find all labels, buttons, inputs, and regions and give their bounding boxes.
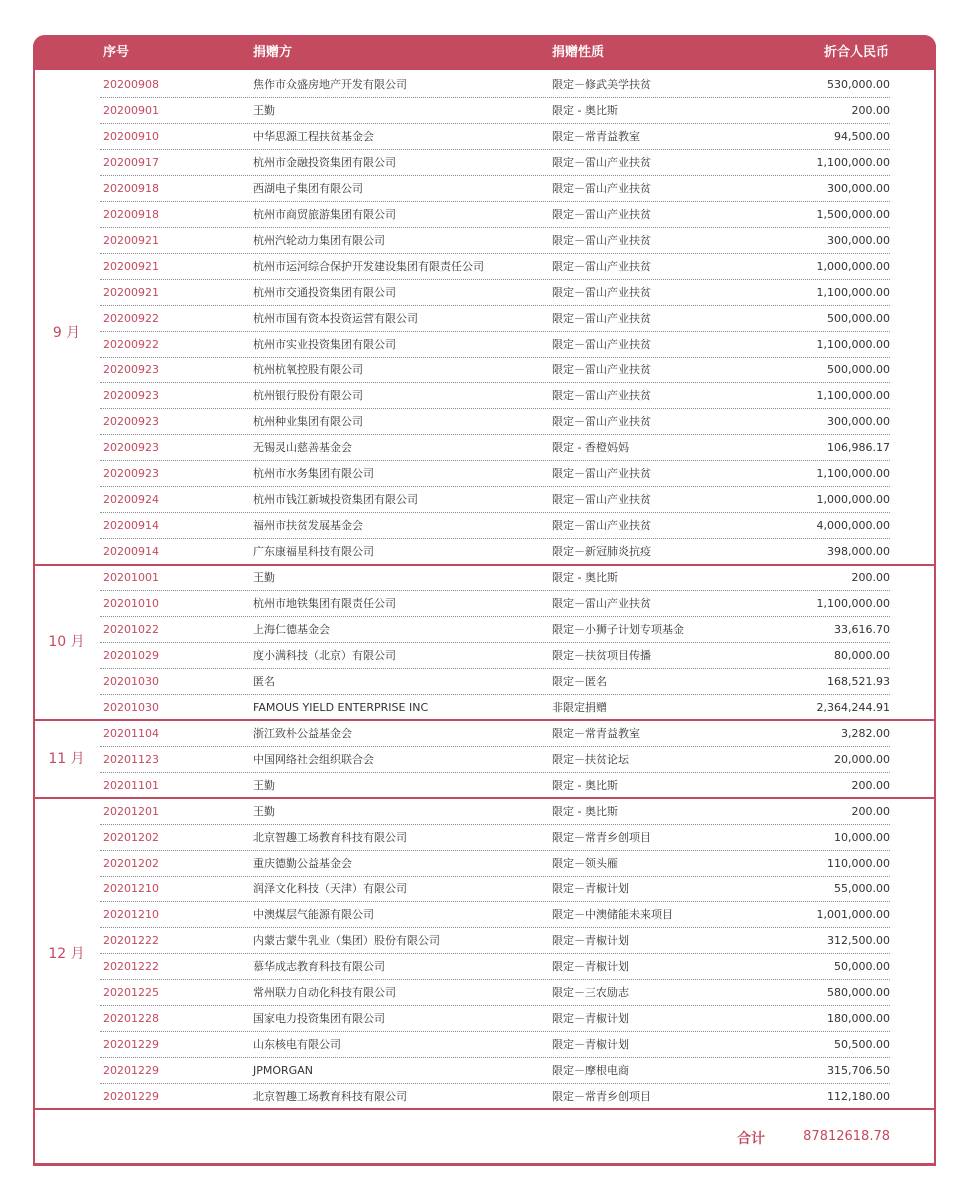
cell-seq: 20200922 bbox=[103, 337, 159, 351]
cell-seq: 20201022 bbox=[103, 622, 159, 636]
cell-seq: 20200923 bbox=[103, 467, 159, 481]
table-row bbox=[100, 669, 890, 695]
cell-seq: 20200921 bbox=[103, 285, 159, 299]
cell-seq: 20200922 bbox=[103, 311, 159, 325]
cell-seq: 20201225 bbox=[103, 986, 159, 1000]
cell-donor: 匿名 bbox=[253, 674, 275, 688]
cell-donor: 上海仁德基金会 bbox=[253, 622, 330, 636]
cell-donor: 浙江致朴公益基金会 bbox=[253, 726, 352, 740]
table-row bbox=[100, 695, 890, 721]
cell-amount: 530,000.00 bbox=[827, 78, 890, 91]
cell-type: 限定－雷山产业扶贫 bbox=[552, 597, 651, 610]
cell-amount: 200.00 bbox=[851, 571, 890, 585]
cell-donor: 王勤 bbox=[253, 778, 275, 792]
cell-type: 限定－雷山产业扶贫 bbox=[552, 207, 651, 221]
cell-amount: 94,500.00 bbox=[834, 129, 890, 143]
table-row bbox=[100, 825, 890, 851]
cell-seq: 20200914 bbox=[103, 545, 159, 559]
cell-type: 限定 - 奥比斯 bbox=[552, 103, 618, 117]
cell-amount: 110,000.00 bbox=[827, 856, 890, 870]
cell-seq: 20200914 bbox=[103, 519, 159, 533]
cell-seq: 20200921 bbox=[103, 259, 159, 273]
cell-type: 限定－常青益教室 bbox=[552, 726, 640, 740]
table-row bbox=[100, 150, 890, 176]
cell-type: 限定－雷山产业扶贫 bbox=[552, 493, 651, 507]
cell-seq: 20200923 bbox=[103, 389, 159, 403]
header-amount: 折合人民币 bbox=[823, 45, 889, 60]
cell-amount: 1,100,000.00 bbox=[816, 467, 890, 481]
cell-type: 限定－雷山产业扶贫 bbox=[552, 311, 651, 325]
table-row bbox=[100, 306, 890, 332]
cell-seq: 20201101 bbox=[103, 778, 159, 792]
cell-seq: 20201222 bbox=[103, 934, 159, 948]
cell-type: 非限定捐赠 bbox=[552, 700, 607, 714]
cell-donor: 内蒙古蒙牛乳业（集团）股份有限公司 bbox=[253, 934, 440, 948]
table-row bbox=[100, 799, 890, 825]
cell-seq: 20200918 bbox=[103, 207, 159, 221]
cell-amount: 200.00 bbox=[851, 804, 890, 818]
table-row bbox=[100, 876, 890, 902]
table-row bbox=[100, 1084, 890, 1110]
cell-seq: 20201202 bbox=[103, 856, 159, 870]
cell-amount: 2,364,244.91 bbox=[816, 700, 890, 714]
cell-seq: 20201229 bbox=[103, 1064, 159, 1078]
table-row bbox=[100, 435, 890, 461]
cell-donor: 杭州市钱江新城投资集团有限公司 bbox=[253, 493, 418, 507]
table-row bbox=[100, 72, 890, 98]
cell-seq: 20200923 bbox=[103, 363, 159, 377]
cell-seq: 20201222 bbox=[103, 960, 159, 974]
cell-type: 限定－常青乡创项目 bbox=[552, 830, 651, 844]
cell-amount: 500,000.00 bbox=[827, 311, 890, 325]
table-row bbox=[100, 980, 890, 1006]
table-row bbox=[100, 332, 890, 358]
cell-amount: 55,000.00 bbox=[834, 882, 890, 896]
cell-seq: 20201010 bbox=[103, 597, 159, 610]
cell-donor: 西湖电子集团有限公司 bbox=[253, 181, 363, 195]
header-type: 捐赠性质 bbox=[552, 45, 605, 60]
cell-seq: 20201030 bbox=[103, 674, 159, 688]
month-label-sep: 9 月 bbox=[52, 325, 81, 341]
cell-type: 限定－匿名 bbox=[552, 674, 607, 688]
table-row bbox=[100, 1006, 890, 1032]
cell-donor: FAMOUS YIELD ENTERPRISE INC bbox=[253, 700, 429, 714]
table-row bbox=[100, 98, 890, 124]
cell-amount: 300,000.00 bbox=[827, 415, 890, 429]
cell-seq: 20200923 bbox=[103, 415, 159, 429]
table-row bbox=[100, 747, 890, 773]
cell-donor: JPMORGAN bbox=[253, 1064, 313, 1078]
table-row bbox=[100, 202, 890, 228]
cell-donor: 杭州市地铁集团有限责任公司 bbox=[253, 597, 396, 610]
cell-donor: 杭州市交通投资集团有限公司 bbox=[253, 285, 396, 299]
cell-donor: 杭州杭氧控股有限公司 bbox=[253, 363, 363, 377]
cell-donor: 杭州市国有资本投资运营有限公司 bbox=[253, 311, 418, 325]
cell-seq: 20201029 bbox=[103, 648, 159, 662]
cell-type: 限定－新冠肺炎抗疫 bbox=[552, 545, 651, 559]
cell-amount: 4,000,000.00 bbox=[816, 519, 890, 533]
cell-amount: 106,986.17 bbox=[827, 441, 890, 455]
month-label-nov: 11 月 bbox=[48, 751, 85, 767]
cell-amount: 3,282.00 bbox=[841, 726, 890, 740]
cell-amount: 1,100,000.00 bbox=[816, 285, 890, 299]
cell-donor: 杭州银行股份有限公司 bbox=[253, 389, 363, 403]
cell-type: 限定－雷山产业扶贫 bbox=[552, 285, 651, 299]
cell-type: 限定－扶贫论坛 bbox=[552, 752, 629, 766]
cell-amount: 300,000.00 bbox=[827, 233, 890, 247]
cell-donor: 杭州市金融投资集团有限公司 bbox=[253, 155, 396, 169]
cell-type: 限定 - 香橙妈妈 bbox=[552, 441, 629, 455]
table-row bbox=[100, 954, 890, 980]
table-row bbox=[100, 357, 890, 383]
cell-seq: 20201001 bbox=[103, 571, 159, 585]
cell-amount: 1,100,000.00 bbox=[816, 389, 890, 403]
table-row bbox=[100, 176, 890, 202]
cell-type: 限定－青椒计划 bbox=[552, 1012, 629, 1026]
cell-donor: 中国网络社会组织联合会 bbox=[253, 752, 374, 766]
cell-amount: 500,000.00 bbox=[827, 363, 890, 377]
cell-amount: 50,500.00 bbox=[834, 1038, 890, 1052]
table-row bbox=[100, 228, 890, 254]
table-row bbox=[100, 1058, 890, 1084]
cell-type: 限定－雷山产业扶贫 bbox=[552, 181, 651, 195]
cell-amount: 180,000.00 bbox=[827, 1012, 890, 1026]
cell-donor: 王勤 bbox=[253, 571, 275, 585]
cell-seq: 20201228 bbox=[103, 1012, 159, 1026]
cell-type: 限定－青椒计划 bbox=[552, 882, 629, 896]
total-value: 87812618.78 bbox=[803, 1129, 890, 1144]
cell-seq: 20200908 bbox=[103, 78, 159, 91]
cell-type: 限定－领头雁 bbox=[552, 856, 618, 870]
cell-donor: 福州市扶贫发展基金会 bbox=[253, 519, 363, 533]
table-row bbox=[100, 1032, 890, 1058]
month-label-oct: 10 月 bbox=[48, 634, 85, 650]
table-row bbox=[100, 591, 890, 617]
table-row bbox=[100, 902, 890, 928]
cell-type: 限定－摩根电商 bbox=[552, 1064, 629, 1078]
table-row bbox=[100, 487, 890, 513]
cell-seq: 20201210 bbox=[103, 908, 159, 922]
cell-donor: 杭州市商贸旅游集团有限公司 bbox=[253, 207, 396, 221]
table-row bbox=[100, 280, 890, 306]
cell-donor: 北京智趣工场教育科技有限公司 bbox=[253, 830, 407, 844]
header-seq: 序号 bbox=[103, 45, 130, 60]
cell-donor: 山东核电有限公司 bbox=[253, 1038, 341, 1052]
cell-type: 限定 - 奥比斯 bbox=[552, 778, 618, 792]
month-divider bbox=[33, 719, 936, 721]
cell-seq: 20201229 bbox=[103, 1090, 159, 1104]
cell-seq: 20201210 bbox=[103, 882, 159, 896]
table-row bbox=[100, 721, 890, 747]
table-row bbox=[100, 565, 890, 591]
cell-donor: 润泽文化科技（天津）有限公司 bbox=[253, 882, 407, 896]
cell-donor: 杭州市实业投资集团有限公司 bbox=[253, 337, 396, 351]
cell-type: 限定－雷山产业扶贫 bbox=[552, 259, 651, 273]
cell-amount: 200.00 bbox=[851, 778, 890, 792]
cell-seq: 20201201 bbox=[103, 804, 159, 818]
table-row bbox=[100, 643, 890, 669]
cell-amount: 168,521.93 bbox=[827, 674, 890, 688]
table-row bbox=[100, 383, 890, 409]
table-row bbox=[100, 254, 890, 280]
cell-seq: 20201123 bbox=[103, 752, 159, 766]
cell-amount: 1,000,000.00 bbox=[816, 493, 890, 507]
cell-type: 限定－雷山产业扶贫 bbox=[552, 415, 651, 429]
cell-type: 限定－青椒计划 bbox=[552, 960, 629, 974]
cell-amount: 33,616.70 bbox=[834, 622, 890, 636]
month-label-dec: 12 月 bbox=[48, 946, 85, 962]
cell-type: 限定－雷山产业扶贫 bbox=[552, 467, 651, 481]
cell-donor: 中华思源工程扶贫基金会 bbox=[253, 129, 374, 143]
table-row bbox=[100, 617, 890, 643]
cell-type: 限定－雷山产业扶贫 bbox=[552, 155, 651, 169]
cell-seq: 20200918 bbox=[103, 181, 159, 195]
cell-amount: 10,000.00 bbox=[834, 830, 890, 844]
cell-type: 限定－小狮子计划专项基金 bbox=[552, 622, 684, 636]
cell-amount: 112,180.00 bbox=[827, 1090, 890, 1104]
cell-donor: 中澳煤层气能源有限公司 bbox=[253, 908, 374, 922]
table-row bbox=[100, 928, 890, 954]
cell-amount: 1,100,000.00 bbox=[816, 337, 890, 351]
cell-type: 限定－扶贫项目传播 bbox=[552, 648, 651, 662]
cell-donor: 杭州汽轮动力集团有限公司 bbox=[253, 233, 385, 247]
cell-seq: 20201030 bbox=[103, 700, 159, 714]
table-row bbox=[100, 409, 890, 435]
table-row bbox=[100, 513, 890, 539]
cell-type: 限定 - 奥比斯 bbox=[552, 804, 618, 818]
cell-amount: 80,000.00 bbox=[834, 648, 890, 662]
cell-seq: 20200923 bbox=[103, 441, 159, 455]
cell-amount: 1,500,000.00 bbox=[816, 207, 890, 221]
table-row bbox=[100, 851, 890, 877]
cell-type: 限定－雷山产业扶贫 bbox=[552, 389, 651, 403]
cell-amount: 1,001,000.00 bbox=[816, 908, 890, 922]
cell-seq: 20201229 bbox=[103, 1038, 159, 1052]
cell-donor: 焦作市众盛房地产开发有限公司 bbox=[253, 78, 407, 91]
cell-seq: 20201104 bbox=[103, 726, 159, 740]
cell-donor: 国家电力投资集团有限公司 bbox=[253, 1012, 385, 1026]
table-row bbox=[100, 539, 890, 565]
header-donor: 捐赠方 bbox=[253, 45, 293, 60]
month-divider bbox=[33, 1108, 936, 1110]
cell-seq: 20200924 bbox=[103, 493, 159, 507]
cell-seq: 20200921 bbox=[103, 233, 159, 247]
cell-donor: 杭州种业集团有限公司 bbox=[253, 415, 363, 429]
cell-type: 限定 - 奥比斯 bbox=[552, 571, 618, 585]
cell-seq: 20200910 bbox=[103, 129, 159, 143]
cell-donor: 王勤 bbox=[253, 103, 275, 117]
cell-amount: 580,000.00 bbox=[827, 986, 890, 1000]
cell-type: 限定－雷山产业扶贫 bbox=[552, 337, 651, 351]
cell-amount: 1,000,000.00 bbox=[816, 259, 890, 273]
cell-seq: 20201202 bbox=[103, 830, 159, 844]
cell-type: 限定－中澳储能未来项目 bbox=[552, 908, 673, 922]
cell-donor: 重庆德勤公益基金会 bbox=[253, 856, 352, 870]
cell-amount: 20,000.00 bbox=[834, 752, 890, 766]
cell-type: 限定－三农励志 bbox=[552, 986, 629, 1000]
month-divider bbox=[33, 797, 936, 799]
cell-amount: 200.00 bbox=[851, 103, 890, 117]
month-divider bbox=[33, 564, 936, 566]
cell-donor: 杭州市运河综合保护开发建设集团有限责任公司 bbox=[253, 259, 484, 273]
cell-type: 限定－雷山产业扶贫 bbox=[552, 519, 651, 533]
cell-type: 限定－青椒计划 bbox=[552, 1038, 629, 1052]
total-label: 合计 bbox=[737, 1131, 765, 1147]
cell-amount: 398,000.00 bbox=[827, 545, 890, 559]
cell-type: 限定－常青乡创项目 bbox=[552, 1090, 651, 1104]
cell-seq: 20200917 bbox=[103, 155, 159, 169]
cell-type: 限定－雷山产业扶贫 bbox=[552, 363, 651, 377]
cell-amount: 1,100,000.00 bbox=[816, 597, 890, 610]
cell-donor: 王勤 bbox=[253, 804, 275, 818]
cell-donor: 常州联力自动化科技有限公司 bbox=[253, 986, 396, 1000]
cell-amount: 300,000.00 bbox=[827, 181, 890, 195]
cell-type: 限定－修武美学扶贫 bbox=[552, 78, 651, 91]
table-row bbox=[100, 124, 890, 150]
cell-donor: 北京智趣工场教育科技有限公司 bbox=[253, 1090, 407, 1104]
cell-donor: 杭州市水务集团有限公司 bbox=[253, 467, 374, 481]
cell-seq: 20200901 bbox=[103, 103, 159, 117]
cell-amount: 312,500.00 bbox=[827, 934, 890, 948]
cell-amount: 315,706.50 bbox=[827, 1064, 890, 1078]
cell-type: 限定－雷山产业扶贫 bbox=[552, 233, 651, 247]
cell-donor: 度小满科技（北京）有限公司 bbox=[253, 648, 396, 662]
cell-donor: 慕华成志教育科技有限公司 bbox=[253, 960, 385, 974]
cell-type: 限定－青椒计划 bbox=[552, 934, 629, 948]
table-row bbox=[100, 773, 890, 799]
cell-amount: 50,000.00 bbox=[834, 960, 890, 974]
cell-type: 限定－常青益教室 bbox=[552, 129, 640, 143]
cell-donor: 无锡灵山慈善基金会 bbox=[253, 441, 352, 455]
cell-amount: 1,100,000.00 bbox=[816, 155, 890, 169]
cell-donor: 广东康福星科技有限公司 bbox=[253, 545, 374, 559]
table-row bbox=[100, 461, 890, 487]
